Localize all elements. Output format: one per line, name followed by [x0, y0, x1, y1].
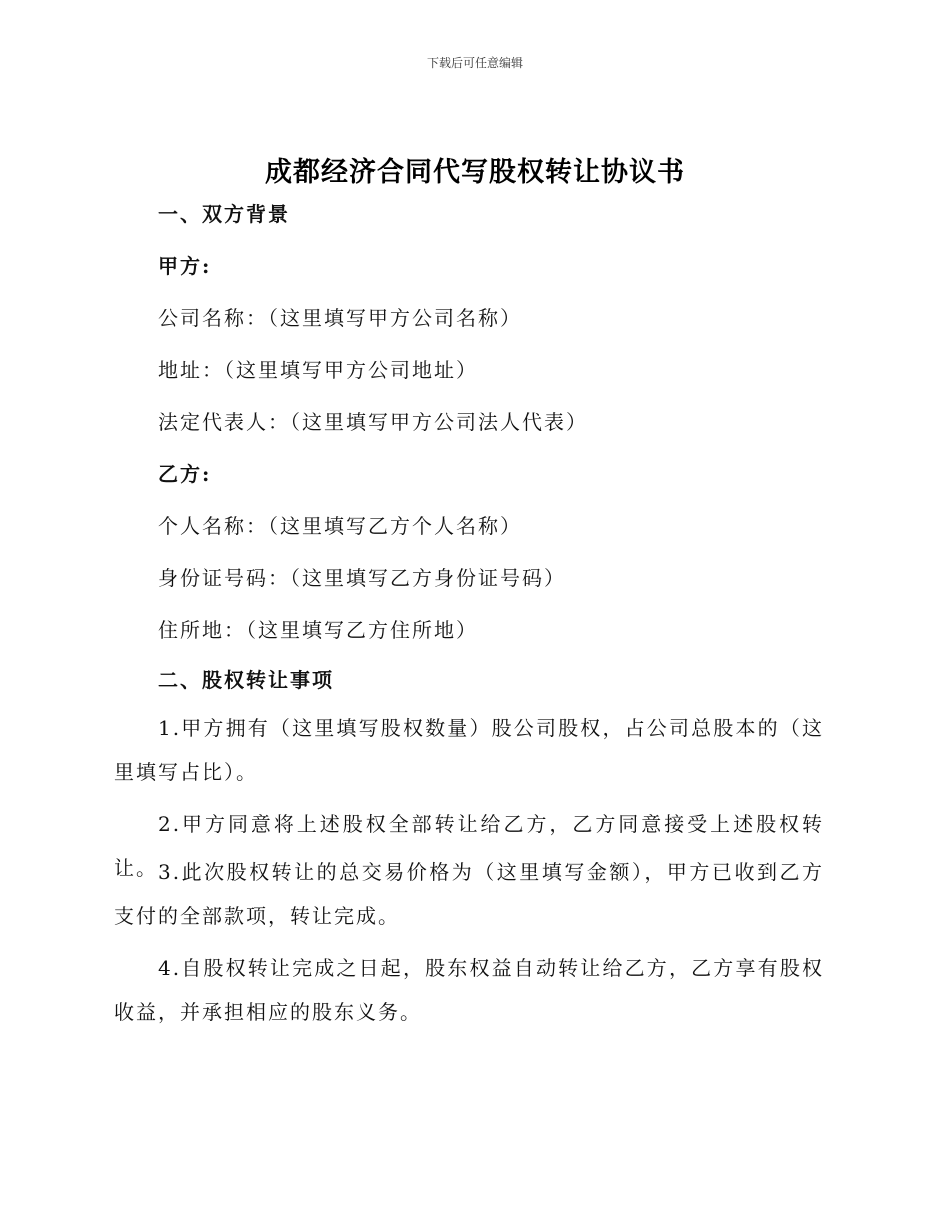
party-b-label: 乙方: — [158, 462, 212, 486]
party-a-label: 甲方: — [158, 254, 212, 278]
party-a-legal-representative: 法定代表人：（这里填写甲方公司法人代表） — [158, 410, 588, 434]
party-b-personal-name: 个人名称：（这里填写乙方个人名称） — [158, 514, 522, 538]
clause-item: 3.此次股权转让的总交易价格为（这里填写金额），甲方已收到乙方支付的全部款项，转让完成。 — [114, 860, 824, 928]
clause-item: 2.甲方同意将上述股权全部转让给乙方，乙方同意接受上述股权转让。 — [114, 812, 824, 880]
party-b-residence: 住所地：（这里填写乙方住所地） — [158, 618, 478, 642]
party-a-company-name: 公司名称：（这里填写甲方公司名称） — [158, 306, 522, 330]
clause-item: 1.甲方拥有（这里填写股权数量）股公司股权，占公司总股本的（这里填写占比）。 — [114, 716, 824, 784]
page-header-note: 下载后可任意编辑 — [426, 56, 523, 70]
party-b-id-number: 身份证号码：（这里填写乙方身份证号码） — [158, 566, 566, 590]
section-heading-background: 一、双方背景 — [158, 202, 290, 226]
party-a-address: 地址：（这里填写甲方公司地址） — [158, 358, 478, 382]
document-title: 成都经济合同代写股权转让协议书 — [265, 157, 685, 188]
clause-item: 4.自股权转让完成之日起，股东权益自动转让给乙方，乙方享有股权收益，并承担相应的股东义务。 — [114, 956, 824, 1024]
section-heading-equity-transfer: 二、股权转让事项 — [158, 668, 334, 692]
